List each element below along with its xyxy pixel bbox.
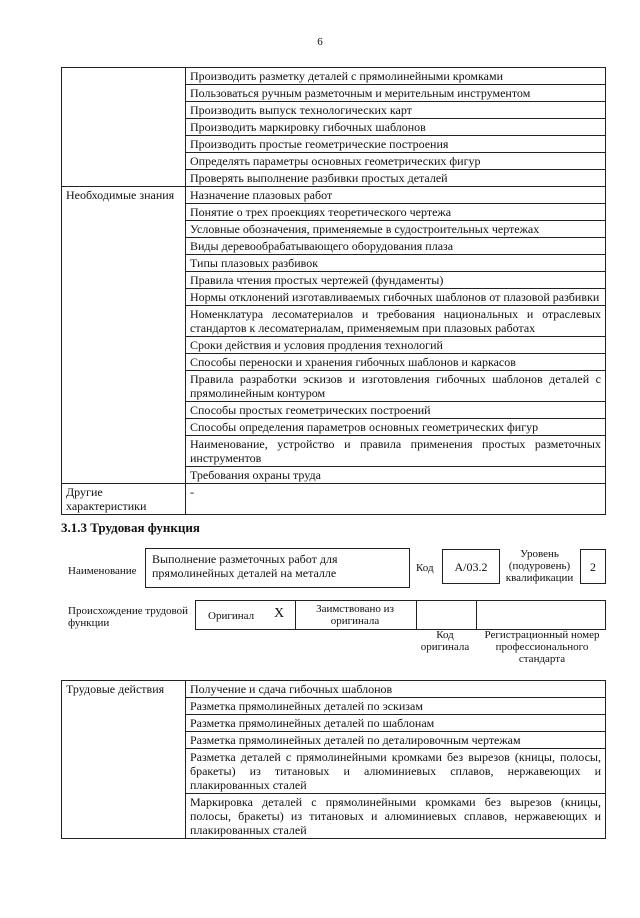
skill-item: Производить выпуск технологических карт [186, 102, 606, 119]
labor-action-item: Разметка прямолинейных деталей по эскизам [186, 698, 606, 715]
knowledge-item: Виды деревообрабатывающего оборудования плаза [186, 238, 606, 255]
labor-action-item: Разметка прямолинейных деталей по деталировочным чертежам [186, 732, 606, 749]
reg-caption: Регистрационный номер профессионального стандарта [484, 629, 600, 665]
knowledge-item: Способы простых геометрических построений [186, 402, 606, 419]
skill-item: Производить простые геометрические построения [186, 136, 606, 153]
code-box [442, 549, 500, 584]
skill-item: Производить маркировку гибочных шаблонов [186, 119, 606, 136]
skill-item: Пользоваться ручным разметочным и мерительным инструментом [186, 85, 606, 102]
skill-item: Определять параметры основных геометрических фигур [186, 153, 606, 170]
original-label: Оригинал [208, 610, 255, 622]
level-value: 2 [590, 560, 596, 574]
labor-actions-label: Трудовые действия [62, 681, 186, 839]
skills-knowledge-table [61, 67, 606, 515]
knowledge-item: Требования охраны труда [186, 467, 606, 484]
original-mark: X [274, 606, 285, 621]
other-value: - [186, 484, 606, 515]
level-label: Уровень (подуровень) квалификации [505, 548, 574, 584]
borrowed-label: Заимствовано из оригинала [316, 603, 394, 627]
knowledge-item: Номенклатура лесоматериалов и требования национальных и отраслевых стандартов к лесоматериалам, применяемым при плазовых работах [186, 306, 606, 337]
origin-divider [416, 601, 417, 629]
table-row [62, 484, 606, 515]
knowledge-item: Условные обозначения, применяемые в судостроительных чертежах [186, 221, 606, 238]
table-row [62, 681, 606, 698]
labor-action-item: Получение и сдача гибочных шаблонов [186, 681, 606, 698]
origin-divider [295, 601, 296, 629]
labor-actions-table [61, 680, 606, 839]
labor-action-item: Маркировка деталей с прямолинейными кромками без вырезов (кницы, полосы, бракеты) из титановых и алюминиевых сплавов, нержавеющих и плакированных сталей [186, 794, 606, 839]
code-label: Код [416, 562, 434, 574]
level-box [580, 549, 606, 584]
knowledge-item: Правила разработки эскизов и изготовления гибочных шаблонов деталей с прямолинейным контуром [186, 371, 606, 402]
knowledge-item: Способы определения параметров основных геометрических фигур [186, 419, 606, 436]
knowledge-item: Способы переноски и хранения гибочных шаблонов и каркасов [186, 354, 606, 371]
knowledge-label: Необходимые знания [62, 187, 186, 484]
knowledge-item: Назначение плазовых работ [186, 187, 606, 204]
skill-item: Производить разметку деталей с прямолинейными кромками [186, 68, 606, 85]
table-row [62, 68, 606, 85]
labor-action-item: Разметка деталей с прямолинейными кромками без вырезов (кницы, полосы, бракеты) из титановых и алюминиевых сплавов, нержавеющих и плакированных сталей [186, 749, 606, 794]
section-heading: 3.1.3 Трудовая функция [61, 520, 200, 535]
other-label: Другие характеристики [62, 484, 186, 515]
knowledge-item: Наименование, устройство и правила применения простых разметочных инструментов [186, 436, 606, 467]
knowledge-item: Нормы отклонений изготавливаемых гибочных шаблонов от плазовой разбивки [186, 289, 606, 306]
function-name-value: Выполнение разметочных работ для прямолинейных деталей на металле [152, 552, 338, 580]
origin-box [195, 600, 606, 630]
knowledge-item: Типы плазовых разбивок [186, 255, 606, 272]
page-number: 6 [317, 36, 323, 48]
knowledge-item: Понятие о трех проекциях теоретического чертежа [186, 204, 606, 221]
knowledge-item: Сроки действия и условия продления технологий [186, 337, 606, 354]
code-value: A/03.2 [454, 560, 488, 574]
skill-item: Проверять выполнение разбивки простых деталей [186, 170, 606, 187]
skills-label-cell [62, 68, 186, 187]
table-row [62, 187, 606, 204]
labor-action-item: Разметка прямолинейных деталей по шаблонам [186, 715, 606, 732]
origin-divider [476, 601, 477, 629]
name-label: Наименование [68, 565, 137, 577]
knowledge-item: Правила чтения простых чертежей (фундаменты) [186, 272, 606, 289]
origin-label: Происхождение трудовой функции [68, 605, 189, 629]
code-caption: Код оригинала [420, 629, 470, 653]
function-name-box [145, 548, 410, 588]
